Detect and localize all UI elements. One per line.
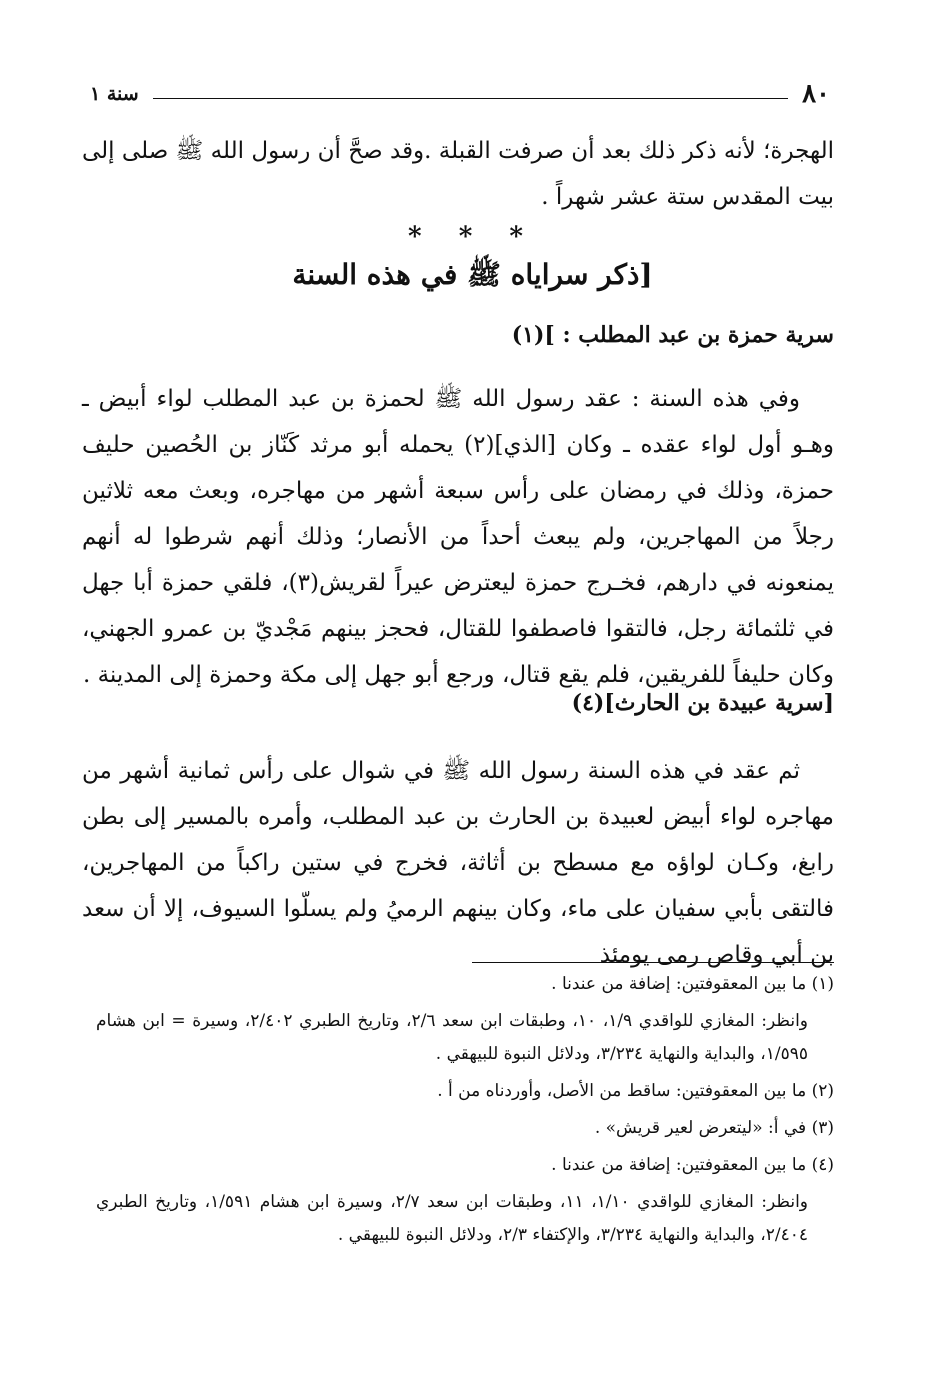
footnote-3: (٣) في أ: «ليتعرض لعير قريش» . (594, 1118, 834, 1138)
footnotes (96, 968, 834, 1256)
paragraph-2: وفي هذه السنة : عقد رسول الله ﷺ لحمزة بن عبد المطلب لواء أبيض ـ وهـو أول لواء عقده ـ وكان [الذي](٢) يحمله أبو مرثد كَنّاز بن الحُصين حليف حمزة، وذلك في رمضان على رأس سبعة أشهر من مهاجره، وبعث معه ثلاثين رجلاً من المهاجرين، ولم يبعث أحداً من الأنصار؛ وذلك أنهم شرطوا له أنهم يمنعونه في دارهم، فخـرج حمزة ليعترض عيراً لقريش(٣)، فلقي حمزة أبا جهل في ثلثمائة رجل، فالتقوا فاصطفوا للقتال، فحجز بينهم مَجْديّ بن عمرو الجهني، وكان حليفاً للفريقين، فلم يقع قتال، ورجع أبو جهل إلى مكة وحمزة إلى المدينة . (82, 386, 835, 688)
page-number: ٨٠ (802, 79, 830, 109)
section-separator: * * * (408, 222, 537, 252)
header-rule (153, 98, 788, 99)
page-header (90, 74, 830, 114)
running-title: سنة ١ (90, 83, 139, 105)
subheading-ubayda: [سرية عبيدة بن الحارث](٤) (571, 690, 834, 716)
footnote-4-refs: وانظر: المغازي للواقدي ١/١٠، ١١، وطبقات ابن سعد ٢/٧، وسيرة ابن هشام ١/٥٩١، وتاريخ الطبري ٢/٤٠٤، والبداية والنهاية ٣/٢٣٤، والإكتفاء ٢/٣، ودلائل النبوة للبيهقي . (96, 1192, 809, 1245)
section-title: [ذكر سراياه ﷺ في هذه السنة (292, 258, 653, 291)
footnote-rule (472, 962, 834, 963)
paragraph-3: ثم عقد في هذه السنة رسول الله ﷺ في شوال على رأس ثمانية أشهر من مهاجره لواء أبيض لعبيدة بن الحارث بن عبد المطلب، وأمره بالمسير إلى بطن رابغ، وكـان لواؤه مع مسطح بن أثاثة، فخرج في ستين راكباً من المهاجرين، فالتقى بأبي سفيان على ماء، وكان بينهم الرميُ ولم يسلّوا السيوف، إلا أن سعد بن أبي وقاص رمى يومئذ (82, 758, 834, 968)
paragraph-1: الهجرة؛ لأنه ذكر ذلك بعد أن صرفت القبلة .وقد صحَّ أن رسول الله ﷺ صلى إلى بيت المقدس ستة عشر شهراً . (82, 138, 834, 210)
footnote-1: (١) ما بين المعقوفتين: إضافة من عندنا . (551, 974, 834, 994)
footnote-2: (٢) ما بين المعقوفتين: ساقط من الأصل، وأوردناه من أ . (437, 1081, 834, 1101)
footnote-4: (٤) ما بين المعقوفتين: إضافة من عندنا . (551, 1155, 834, 1175)
footnote-1-refs: وانظر: المغازي للواقدي ١/٩، ١٠، وطبقات ابن سعد ٢/٦، وتاريخ الطبري ٢/٤٠٢، وسيرة = ابن هشام ١/٥٩٥، والبداية والنهاية ٣/٢٣٤، ودلائل النبوة للبيهقي . (96, 1011, 809, 1064)
subheading-hamza: سرية حمزة بن عبد المطلب : ](١) (511, 322, 834, 348)
